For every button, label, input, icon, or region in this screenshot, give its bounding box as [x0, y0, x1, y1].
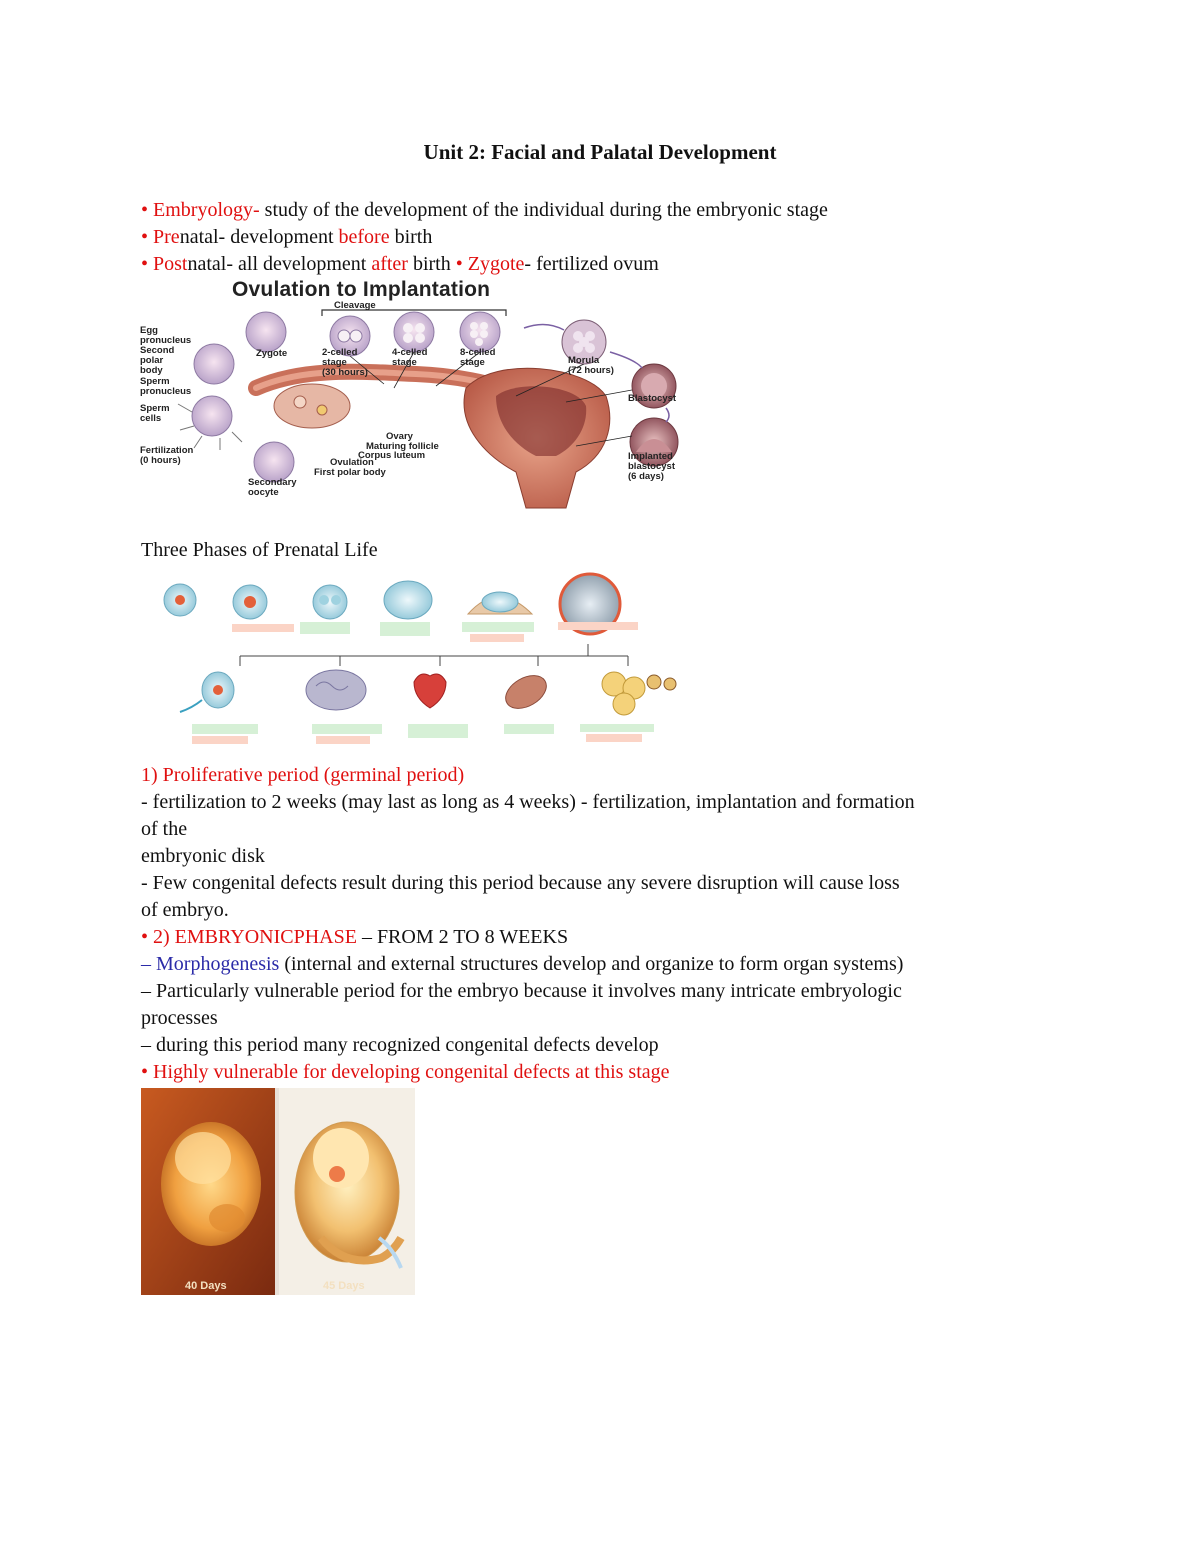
period2-line: – during this period many recognized congenital defects develop — [141, 1034, 659, 1056]
period1-heading: 1) Proliferative period (germinal period) — [141, 764, 465, 786]
page-title: Unit 2: Facial and Palatal Development — [423, 140, 777, 164]
label-sperm-cells: Sperm cells — [140, 403, 170, 424]
term-zygote: Zygote — [467, 253, 525, 275]
definition-text: birth — [389, 226, 433, 248]
figure-title: Ovulation to Implantation — [232, 278, 491, 301]
period1-line: of the — [141, 818, 188, 840]
term-post: Post — [153, 253, 188, 275]
embryonic-phase-range: – FROM 2 TO 8 WEEKS — [356, 926, 569, 948]
label-cleavage: Cleavage — [334, 300, 376, 311]
phases-diagram — [140, 560, 680, 750]
period1-line: - Few congenital defects result during this period because any severe disruption will cause loss — [141, 872, 900, 894]
term-morphogenesis: Morphogenesis — [156, 953, 280, 975]
bullet-marker: • — [141, 253, 154, 275]
label-corpus-luteum: Corpus luteum — [358, 450, 426, 461]
definition-text: birth — [407, 253, 456, 275]
period2-line: – Particularly vulnerable period for the embryo because it involves many intricate embryologic — [141, 980, 902, 1002]
caption-45-days: 45 Days — [323, 1280, 365, 1292]
label-sperm-pronucleus: Sperm pronucleus — [140, 376, 192, 397]
morphogenesis-line — [141, 951, 903, 977]
label-secondary-oocyte: Secondary oocyte — [248, 477, 297, 498]
caption-40-days: 40 Days — [185, 1280, 227, 1292]
definition-text: natal- development — [179, 226, 339, 248]
dash-marker: – — [141, 953, 156, 975]
definition-text: (internal and external structures develop and organize to form organ systems) — [279, 953, 904, 975]
term-pre: Pre — [153, 226, 180, 248]
bullet-prenatal — [141, 224, 432, 250]
period1-line: of embryo. — [141, 899, 229, 921]
period2-line: processes — [141, 1007, 218, 1029]
definition-text: - fertilized ovum — [524, 253, 659, 275]
label-2-celled: 2-celled stage (30 hours) — [322, 347, 368, 378]
definition-text: study of the development of the individual during the embryonic stage — [259, 199, 828, 221]
bullet-embryology — [141, 197, 828, 223]
keyword-after: after — [371, 253, 408, 275]
bullet-postnatal — [141, 251, 659, 277]
period2-heading — [141, 924, 568, 950]
bullet-marker: • — [141, 199, 154, 221]
label-egg-pronucleus: Egg pronucleus — [140, 325, 192, 346]
label-zygote: Zygote — [256, 348, 288, 359]
embryo-photos-figure — [141, 1088, 415, 1295]
label-ovary: Ovary — [386, 431, 413, 442]
period1-line: - fertilization to 2 weeks (may last as long as 4 weeks) - fertilization, implantation and formation — [141, 791, 915, 813]
label-blastocyst: Blastocyst — [628, 393, 677, 404]
label-4-celled: 4-celled stage — [392, 347, 428, 368]
label-first-polar-body: First polar body — [314, 467, 386, 478]
embryonic-phase-term: 2) EMBRYONICPHASE — [153, 926, 357, 948]
label-ovulation: Ovulation — [330, 457, 374, 468]
prenatal-phases-figure — [140, 560, 680, 750]
label-fertilization: Fertilization (0 hours) — [140, 445, 194, 466]
keyword-before: before — [338, 226, 390, 248]
label-implanted-blastocyst: Implanted blastocyst (6 days) — [628, 451, 675, 482]
definition-text: natal- all development — [187, 253, 372, 275]
embryo-photos — [141, 1088, 415, 1295]
vulnerable-warning: • Highly vulnerable for developing congenital defects at this stage — [141, 1061, 670, 1083]
ovulation-implantation-figure — [136, 276, 696, 512]
label-8-celled: 8-celled stage — [460, 347, 496, 368]
label-second-polar-body: Second polar body — [140, 345, 175, 376]
bullet-marker: • — [141, 226, 154, 248]
bullet-marker: • — [141, 926, 154, 948]
period1-line: embryonic disk — [141, 845, 265, 867]
bullet-marker: • — [455, 253, 468, 275]
reproductive-tract-illustration — [136, 276, 696, 512]
phases-heading: Three Phases of Prenatal Life — [141, 539, 378, 561]
term-embryology: Embryology- — [153, 199, 260, 221]
label-maturing-follicle: Maturing follicle — [366, 441, 439, 452]
label-morula: Morula (72 hours) — [568, 355, 614, 376]
